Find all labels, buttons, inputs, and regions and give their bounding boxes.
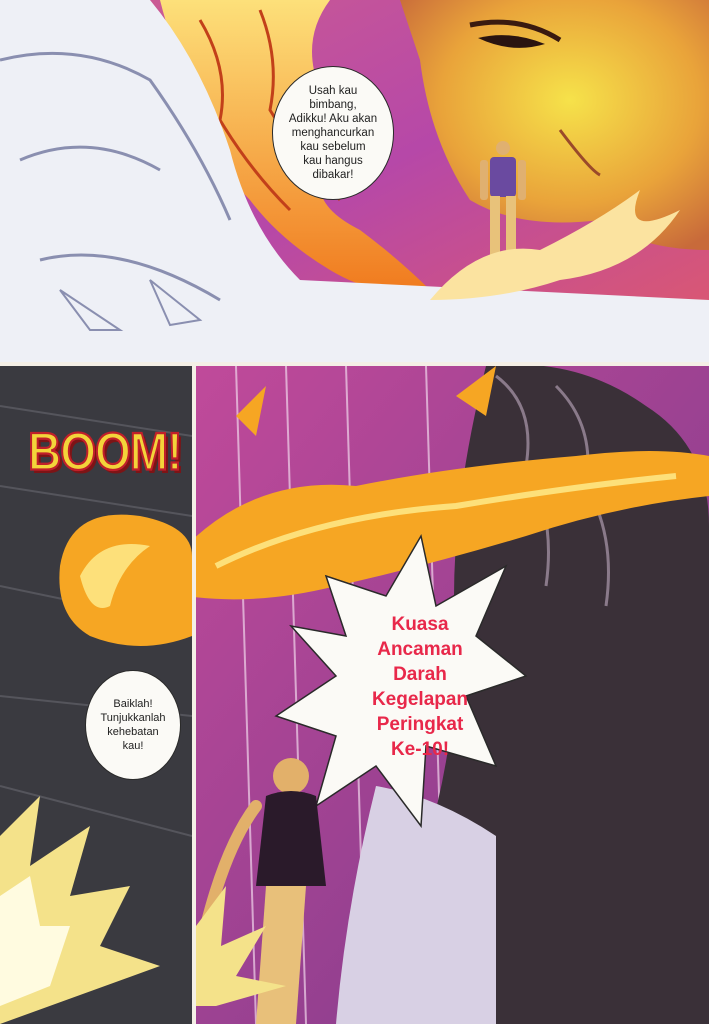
speech-bubble-top: Usah kau bimbang, Adikku! Aku akan menghancurkan kau sebelum kau hangus dibakar! bbox=[272, 66, 394, 200]
panel-main bbox=[196, 366, 709, 1024]
panel-top bbox=[0, 0, 709, 362]
sfx-boom: BOOM! bbox=[28, 421, 182, 481]
panel-left bbox=[0, 366, 192, 1024]
burst-caption: Kuasa Ancaman Darah Kegelapan Peringkat Ke-10! bbox=[371, 614, 469, 760]
speech-bubble-left: Baiklah! Tunjukkanlah kehebatan kau! bbox=[85, 670, 181, 780]
fireball bbox=[59, 515, 192, 646]
